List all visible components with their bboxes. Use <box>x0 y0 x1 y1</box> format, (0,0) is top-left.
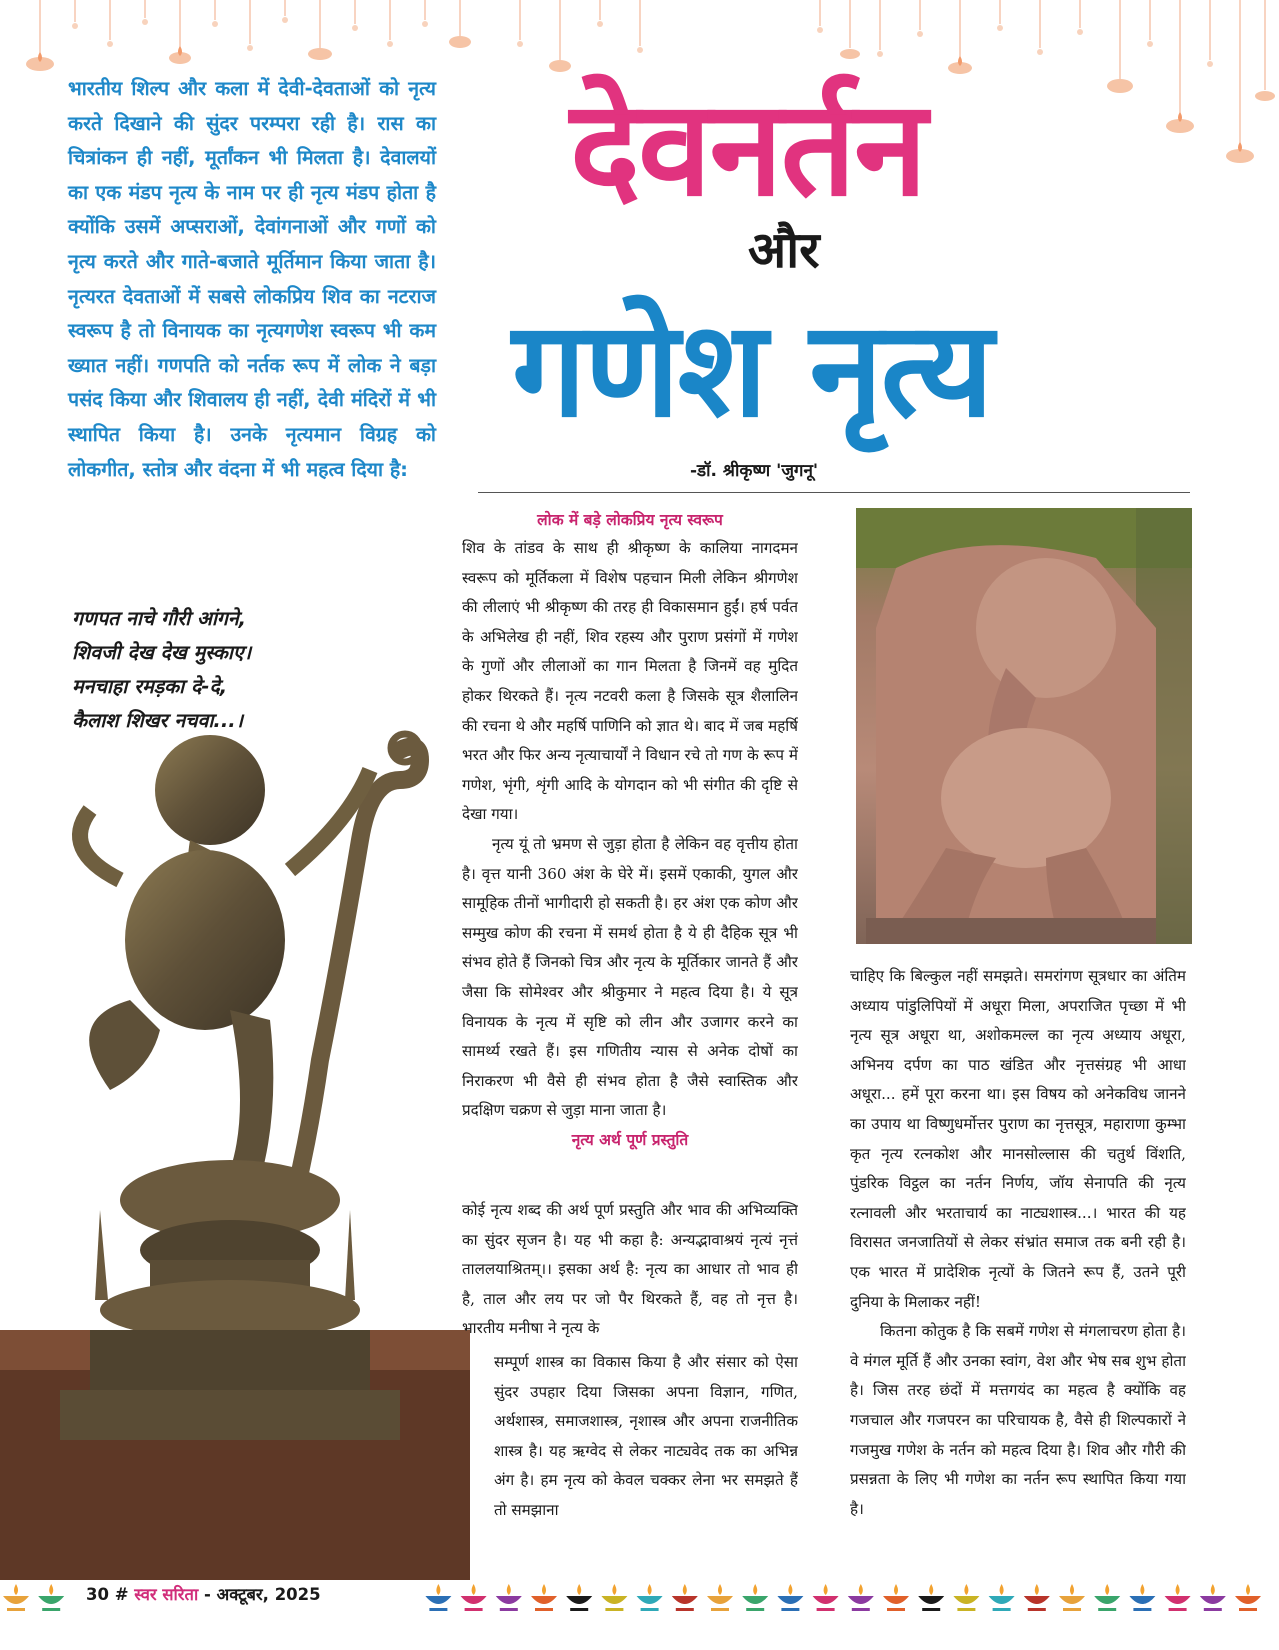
footer-lamp-base <box>429 1608 447 1611</box>
footer-lamp-icon <box>848 1596 874 1604</box>
footer-flame-icon <box>1035 1584 1039 1595</box>
footer-flame-icon <box>894 1584 898 1595</box>
footer-lamp-base <box>42 1608 60 1611</box>
couplet-line: कैलाश शिखर नचवा...। <box>72 709 244 732</box>
footer-flame-icon <box>788 1584 792 1595</box>
author-byline: -डॉ. श्रीकृष्ण 'जुगनू' <box>690 461 819 481</box>
footer-flame-icon <box>1211 1584 1215 1595</box>
article-title-sub: गणेश नृत्य <box>512 293 992 447</box>
footer-lamp-icon <box>637 1596 663 1604</box>
footer-lamp-icon <box>425 1596 451 1604</box>
footer-lamp-base <box>1133 1608 1151 1611</box>
article-title-conjunction: और <box>748 221 820 279</box>
couplet-line: मनचाहा रमड़का दे-दे, <box>72 675 228 698</box>
body-paragraph: नृत्य यूं तो भ्रमण से जुड़ा होता है लेकिन वह वृत्तीय होता है। वृत्त यानी 360 अंश के घेरे में। इसमें एकाकी, युगल और सामूहिक तीनों भागीदारी हो सकती है। हर अंश एक कोण और सम्मुख कोण की रचना में समर्थ होता है ये ही दैहिक सूत्र भी संभव होते हैं जिनको चित्र और नृत्य के मूर्तिकार जानते हैं और जैसा कि सोमेश्वर और श्रीकुमार ने महत्व दिया है। ये सूत्र विनायक के नृत्य में सृष्टि को लीन और उजागर करने का सामर्थ्य रखते हैं। इस गणितीय न्यास से अनेक दोषों का निराकरण भी वैसे ही संभव होता है जैसे स्वास्तिक और प्रदक्षिण चक्रण से जुड़ा माना जाता है। <box>462 834 798 1120</box>
footer-lamp-icon <box>953 1596 979 1604</box>
footer-flame-icon <box>1246 1584 1250 1595</box>
footer-lamp-icon <box>461 1596 487 1604</box>
footer-separator: # <box>114 1585 129 1604</box>
section-heading: नृत्य अर्थ पूर्ण प्रस्तुति <box>571 1130 689 1149</box>
footer-flame-icon <box>1070 1584 1074 1595</box>
footer-lamp-icon <box>777 1596 803 1604</box>
title-divider <box>478 492 1190 493</box>
footer-flame-icon <box>472 1584 476 1595</box>
footer-lamp-base <box>922 1608 940 1611</box>
footer-lamp-icon <box>813 1596 839 1604</box>
footer-flame-icon <box>577 1584 581 1595</box>
footer-lamp-icon <box>496 1596 522 1604</box>
footer-lamp-icon <box>742 1596 768 1604</box>
article-title-main: देवनर्तन <box>570 72 926 226</box>
body-paragraph: सम्पूर्ण शास्त्र का विकास किया है और संसार को ऐसा सुंदर उपहार दिया जिसका अपना विज्ञान, गणित, अर्थशास्त्र, समाजशास्त्र, नृशास्त्र और अपना राजनीतिक शास्त्र है। यह ऋग्वेद से लेकर नाट्यवेद तक का अभिन्न अंग है। हम नृत्य को केवल चक्कर लेना भर समझते हैं तो समझाना <box>494 1353 798 1519</box>
footer-flame-icon <box>683 1584 687 1595</box>
footer-lamp-icon <box>38 1596 64 1604</box>
footer-flame-icon <box>49 1584 53 1595</box>
stone-ganesha-photo <box>856 508 1192 944</box>
footer-lamp-base <box>1063 1608 1081 1611</box>
footer-flame-icon <box>1105 1584 1109 1595</box>
footer-flame-icon <box>753 1584 757 1595</box>
footer-lamp-base <box>1239 1608 1257 1611</box>
couplet-line: शिवजी देख देख मुस्काए। <box>72 641 252 664</box>
footer-lamp-icon <box>601 1596 627 1604</box>
footer-lamp-icon <box>1059 1596 1085 1604</box>
footer-lamp-icon <box>1024 1596 1050 1604</box>
footer-lamp-icon <box>918 1596 944 1604</box>
footer-lamp-icon <box>1094 1596 1120 1604</box>
footer-flame-icon <box>542 1584 546 1595</box>
footer-lamp-base <box>7 1608 25 1611</box>
footer-lamp-base <box>570 1608 588 1611</box>
footer-flame-icon <box>1140 1584 1144 1595</box>
couplet-line: गणपत नाचे गौरी आंगने, <box>72 607 247 630</box>
footer-flame-icon <box>1000 1584 1004 1595</box>
body-paragraph: कोई नृत्य शब्द की अर्थ पूर्ण प्रस्तुति और भाव की अभिव्यक्ति का सुंदर सृजन है। यह भी कहा है: अन्यद्भावाश्रयं नृत्यं नृत्तं ताललयाश्रितम्।। इसका अर्थ है: नृत्य का आधार तो भाव ही है, ताल और लय पर जो पैर थिरकते हैं, वह तो नृत्त है। भारतीय मनीषा ने नृत्य के <box>462 1201 798 1338</box>
body-paragraph: कितना कोतुक है कि सबमें गणेश से मंगलाचरण होता है। वे मंगल मूर्ति हैं और उनका स्वांग, वेश और भेष सब शुभ होता है। जिस तरह छंदों में मत्तगयंद का महत्व है क्योंकि वह गजचाल और गजपरन का परिचायक है, वैसे ही शिल्पकारों ने गजमुख गणेश के नर्तन को महत्व दिया है। शिव और गौरी की प्रसन्नता के लिए भी गणेश का नर्तन रूप स्थापित किया गया है। <box>850 1322 1186 1518</box>
body-paragraph: चाहिए कि बिल्कुल नहीं समझते। समरांगण सूत्रधार का अंतिम अध्याय पांडुलिपियों में अधूरा मिला, अपराजित पृच्छा में भी नृत्य सूत्र अधूरा था, अशोकमल्ल का नृत्य अध्याय अधूरा, अभिनय दर्पण का पाठ खंडित और नृत्तसंग्रह भी आधा अधूरा... हमें पूरा करना था। इस विषय को अनेकविध जानने का उपाय था विष्णुधर्मोत्तर पुराण का नृत्तसूत्र, महाराणा कुम्भा कृत नृत्य रत्नकोश और मानसोल्लास की चतुर्थ विंशति, पुंडरिक विट्ठल का नर्तन निर्णय, जॉय सेनापति की नृत्य रत्नावली और भरताचार्य का नाट्यशास्त्र...। भारत की यह विरासत जनजातियों से लेकर संभ्रांत समाज तक बनी रही है। एक भारत में प्रादेशिक नृत्यों के जितने रूप हैं, उतने पूरी दुनिया के मिलाकर नहीं! <box>850 967 1186 1311</box>
footer-flame-icon <box>14 1584 18 1595</box>
footer-flame-icon <box>964 1584 968 1595</box>
footer-lamp-icon <box>989 1596 1015 1604</box>
article-column-right <box>850 962 1186 1562</box>
footer-lamp-base <box>465 1608 483 1611</box>
footer-lamp-base <box>500 1608 518 1611</box>
page-footer <box>80 1582 412 1608</box>
footer-lamp-base <box>1028 1608 1046 1611</box>
footer-flame-icon <box>859 1584 863 1595</box>
footer-flame-icon <box>507 1584 511 1595</box>
footer-lamp-icon <box>672 1596 698 1604</box>
footer-flame-icon <box>436 1584 440 1595</box>
footer-lamp-base <box>1204 1608 1222 1611</box>
footer-lamp-base <box>746 1608 764 1611</box>
bronze-dancing-ganesha-photo <box>0 730 470 1580</box>
body-paragraph: शिव के तांडव के साथ ही श्रीकृष्ण के कालिया नागदमन स्वरूप को मूर्तिकला में विशेष पहचान मिली लेकिन श्रीगणेश की लीलाएं भी श्रीकृष्ण की तरह ही विकासमान हुईं। हर्ष पर्वत के अभिलेख ही नहीं, शिव रहस्य और पुराण प्रसंगों में गणेश के गुणों और लीलाओं का गान मिलता है जिनमें वह मुदित होकर थिरकते हैं। नृत्य नटवरी कला है जिसके सूत्र शैलालिन की रचना थे और महर्षि पाणिनि को ज्ञात थे। बाद में जब महर्षि भरत और फिर अन्य नृत्याचार्यों ने विधान रचे तो गण के रूप में गणेश, भृंगी, शृंगी आदि के योगदान को भी संगीत की दृष्टि से देखा गया। <box>462 539 798 824</box>
footer-flame-icon <box>1176 1584 1180 1595</box>
footer-flame-icon <box>612 1584 616 1595</box>
footer-lamp-icon <box>1129 1596 1155 1604</box>
footer-lamp-icon <box>3 1596 29 1604</box>
footer-lamp-icon <box>531 1596 557 1604</box>
issue-date: - अक्टूबर, 2025 <box>204 1585 321 1604</box>
footer-flame-icon <box>648 1584 652 1595</box>
footer-lamp-base <box>1169 1608 1187 1611</box>
footer-flame-icon <box>718 1584 722 1595</box>
section-heading: लोक में बड़े लोकप्रिय नृत्य स्वरूप <box>537 511 723 529</box>
footer-lamp-base <box>781 1608 799 1611</box>
footer-flame-icon <box>929 1584 933 1595</box>
footer-lamp-base <box>1098 1608 1116 1611</box>
footer-lamp-base <box>641 1608 659 1611</box>
footer-lamp-base <box>993 1608 1011 1611</box>
footer-lamp-base <box>605 1608 623 1611</box>
footer-lamp-icon <box>1165 1596 1191 1604</box>
magazine-name: स्वर सरिता <box>134 1585 199 1604</box>
footer-lamp-icon <box>566 1596 592 1604</box>
footer-lamp-icon <box>1200 1596 1226 1604</box>
footer-lamp-base <box>817 1608 835 1611</box>
footer-lamp-base <box>711 1608 729 1611</box>
article-column-middle-narrow <box>494 1348 798 1562</box>
page-number: 30 <box>86 1585 109 1604</box>
footer-lamp-base <box>887 1608 905 1611</box>
footer-flame-icon <box>824 1584 828 1595</box>
intro-paragraph: भारतीय शिल्प और कला में देवी-देवताओं को नृत्य करते दिखाने की सुंदर परम्परा रही है। रास का चित्रांकन ही नहीं, मूर्तांकन भी मिलता है। देवालयों का एक मंडप नृत्य के नाम पर ही नृत्य मंडप होता है क्योंकि उसमें अप्सराओं, देवांगनाओं और गणों को नृत्य करते और गाते-बजाते मूर्तिमान किया जाता है। नृत्यरत देवताओं में सबसे लोकप्रिय शिव का नटराज स्वरूप है तो विनायक का नृत्यगणेश स्वरूप भी कम ख्यात नहीं। गणपति को नर्तक रूप में लोक ने बड़ा पसंद किया और शिवालय ही नहीं, देवी मंदिरों में भी स्थापित किया है। उनके नृत्यमान विग्रह को लोकगीत, स्तोत्र और वंदना में भी महत्व दिया है: <box>68 77 436 481</box>
footer-lamp-icon <box>1235 1596 1261 1604</box>
article-column-middle-lower <box>462 1196 798 1348</box>
folk-couplet <box>72 602 402 738</box>
footer-lamp-icon <box>883 1596 909 1604</box>
footer-lamp-base <box>535 1608 553 1611</box>
footer-lamp-base <box>957 1608 975 1611</box>
footer-lamp-base <box>852 1608 870 1611</box>
footer-lamp-base <box>676 1608 694 1611</box>
article-column-middle <box>462 506 798 1196</box>
footer-lamp-icon <box>707 1596 733 1604</box>
